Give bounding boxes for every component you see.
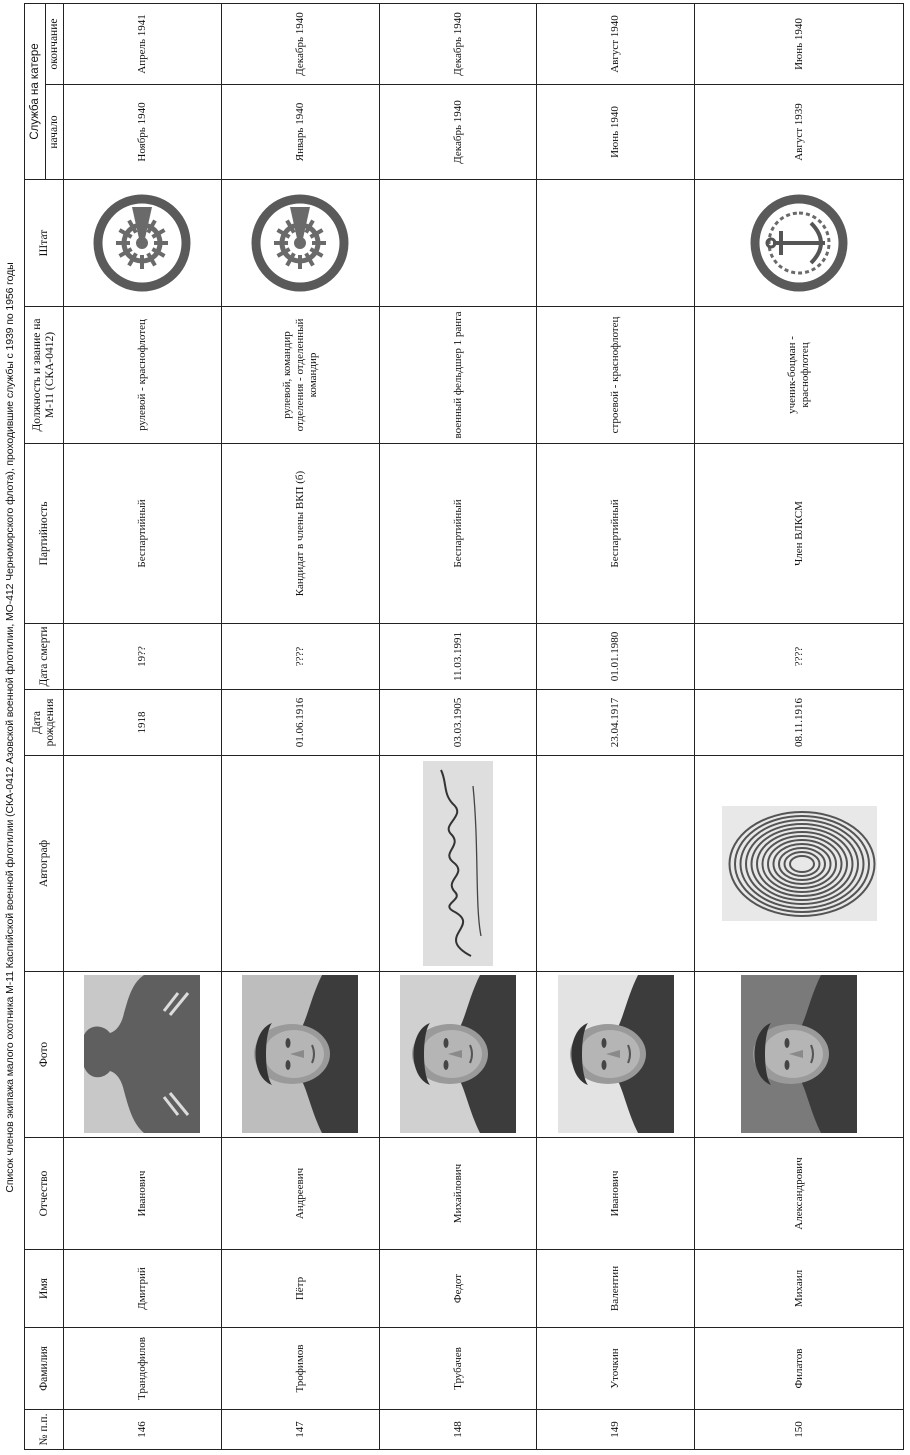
row-surname: Уточкин [609, 1348, 622, 1389]
cell-photo [379, 972, 537, 1138]
cell-photo [221, 972, 379, 1138]
cell-surname [64, 1328, 222, 1410]
cell-position [537, 307, 695, 444]
cell-photo [537, 972, 695, 1138]
cell-patronymic [695, 1138, 904, 1250]
row-position: строевой - краснофлотец [609, 316, 622, 434]
cell-end [64, 3, 222, 84]
cell-autograph [221, 756, 379, 972]
crew-photo [84, 976, 200, 1134]
cell-name [221, 1250, 379, 1328]
header-died: Дата смерти [25, 624, 64, 690]
header-patronymic: Отчество [25, 1138, 64, 1250]
row-patronymic: Иванович [135, 1170, 148, 1217]
row-end: Август 1940 [609, 15, 622, 73]
row-surname: Трандофилов [135, 1337, 148, 1400]
cell-patronymic [64, 1138, 222, 1250]
row-surname: Трубачев [451, 1347, 464, 1390]
cell-start [379, 85, 537, 180]
crew-photo [741, 976, 857, 1134]
cell-patronymic [379, 1138, 537, 1250]
crew-photo [558, 976, 674, 1134]
row-surname: Филатов [792, 1348, 805, 1389]
row-born: 01.06.1916 [293, 697, 306, 748]
cell-died [64, 624, 222, 690]
row-died: 01.01.1980 [609, 631, 622, 682]
cell-num [379, 1410, 537, 1450]
row-party: Беспартийный [135, 499, 148, 568]
document-caption: Список членов экипажа малого охотника М-11 Каспийской военной флотилии (СКА-0412 Азовской военной флотилии, МО-412 Черноморского флота), проходившие службы с 1939 по 1956 годы [4, 262, 16, 1193]
cell-num [537, 1410, 695, 1450]
cell-end [537, 3, 695, 84]
row-start: Август 1939 [792, 103, 805, 161]
header-name: Имя [25, 1250, 64, 1328]
header-service: Служба на катере [25, 3, 46, 179]
row-num: 146 [135, 1421, 148, 1438]
cell-party [695, 444, 904, 624]
cell-photo [64, 972, 222, 1138]
row-surname: Трофимов [293, 1344, 306, 1393]
cell-start [221, 85, 379, 180]
row-born: 08.11.1916 [792, 697, 805, 748]
cell-position [221, 307, 379, 444]
cell-position [695, 307, 904, 444]
helmsman-emblem-icon [250, 193, 350, 293]
cell-staff [537, 180, 695, 307]
header-surname: Фамилия [25, 1328, 64, 1410]
cell-end [221, 3, 379, 84]
row-died: 11.03.1991 [451, 631, 464, 682]
header-party: Партийность [25, 444, 64, 624]
cell-num [64, 1410, 222, 1450]
row-num: 148 [451, 1421, 464, 1438]
cell-born [379, 690, 537, 756]
cell-party [379, 444, 537, 624]
cell-end [379, 3, 537, 84]
cell-staff [695, 180, 904, 307]
row-name: Федот [451, 1273, 464, 1304]
header-staff: Штат [25, 180, 64, 307]
cell-surname [537, 1328, 695, 1410]
cell-born [64, 690, 222, 756]
cell-staff [221, 180, 379, 307]
row-position: ученик-боцман - краснофлотец [786, 336, 812, 414]
crew-photo [400, 976, 516, 1134]
table-row [64, 3, 222, 1449]
row-start: Ноябрь 1940 [135, 102, 148, 162]
row-born: 23.04.1917 [609, 697, 622, 748]
row-position: военный фельдшер 1 ранга [451, 311, 464, 439]
header-position: Должность и звание на М-11 (СКА-0412) [25, 307, 64, 444]
cell-party [221, 444, 379, 624]
cell-name [695, 1250, 904, 1328]
cell-start [64, 85, 222, 180]
cell-party [64, 444, 222, 624]
cell-staff [64, 180, 222, 307]
row-name: Валентин [609, 1265, 622, 1312]
row-patronymic: Иванович [609, 1170, 622, 1217]
cell-patronymic [221, 1138, 379, 1250]
cell-start [537, 85, 695, 180]
header-autograph: Автограф [25, 756, 64, 972]
row-patronymic: Андреевич [293, 1167, 306, 1220]
row-party: Кандидат в члены ВКП (б) [293, 470, 306, 597]
cell-born [695, 690, 904, 756]
cell-surname [379, 1328, 537, 1410]
cell-autograph [379, 756, 537, 972]
row-start: Декабрь 1940 [451, 100, 464, 164]
crew-table [24, 3, 904, 1450]
row-party: Беспартийный [451, 499, 464, 568]
cell-name [379, 1250, 537, 1328]
row-died: ???? [792, 646, 805, 667]
boatswain-emblem-icon [749, 193, 849, 293]
row-start: Июнь 1940 [609, 106, 622, 158]
table-row [221, 3, 379, 1449]
row-num: 149 [609, 1421, 622, 1438]
cell-autograph [537, 756, 695, 972]
signature-image [423, 761, 493, 966]
row-name: Михаил [792, 1269, 805, 1308]
header-photo: Фото [25, 972, 64, 1138]
cell-name [64, 1250, 222, 1328]
row-party: Член ВЛКСМ [792, 501, 805, 566]
cell-autograph [695, 756, 904, 972]
cell-num [695, 1410, 904, 1450]
row-died: ???? [293, 646, 306, 667]
cell-start [695, 85, 904, 180]
cell-party [537, 444, 695, 624]
cell-num [221, 1410, 379, 1450]
row-position: рулевой - краснофлотец [135, 319, 148, 431]
row-end: Декабрь 1940 [293, 12, 306, 76]
row-num: 147 [293, 1421, 306, 1438]
row-born: 1918 [135, 711, 148, 734]
row-position: рулевой, командир отделения - отделенный командир [280, 318, 319, 432]
cell-died [695, 624, 904, 690]
cell-staff [379, 180, 537, 307]
row-patronymic: Михайлович [451, 1163, 464, 1224]
row-patronymic: Александрович [792, 1157, 805, 1230]
row-party: Беспартийный [609, 499, 622, 568]
cell-position [64, 307, 222, 444]
cell-end [695, 3, 904, 84]
table-row [695, 3, 904, 1449]
table-row [379, 3, 537, 1449]
header-start: начало [46, 85, 64, 180]
cell-name [537, 1250, 695, 1328]
row-name: Дмитрий [135, 1267, 148, 1310]
helmsman-emblem-icon [92, 193, 192, 293]
row-end: Декабрь 1940 [451, 12, 464, 76]
cell-died [221, 624, 379, 690]
header-num: № п.п. [25, 1410, 64, 1450]
cell-photo [695, 972, 904, 1138]
table-row [537, 3, 695, 1449]
cell-surname [695, 1328, 904, 1410]
cell-born [537, 690, 695, 756]
row-end: Апрель 1941 [135, 14, 148, 74]
cell-born [221, 690, 379, 756]
row-died: 19?? [135, 646, 148, 667]
cell-position [379, 307, 537, 444]
cell-died [379, 624, 537, 690]
cell-autograph [64, 756, 222, 972]
crew-photo [242, 976, 358, 1134]
row-end: Июнь 1940 [792, 18, 805, 70]
row-start: Январь 1940 [293, 102, 306, 162]
header-end: окончание [46, 3, 64, 84]
header-born: Дата рождения [25, 690, 64, 756]
row-num: 150 [792, 1421, 805, 1438]
cell-surname [221, 1328, 379, 1410]
cell-patronymic [537, 1138, 695, 1250]
cell-died [537, 624, 695, 690]
row-name: Пётр [293, 1276, 306, 1301]
fingerprint-image [722, 806, 877, 921]
row-born: 03.03.1905 [451, 697, 464, 748]
